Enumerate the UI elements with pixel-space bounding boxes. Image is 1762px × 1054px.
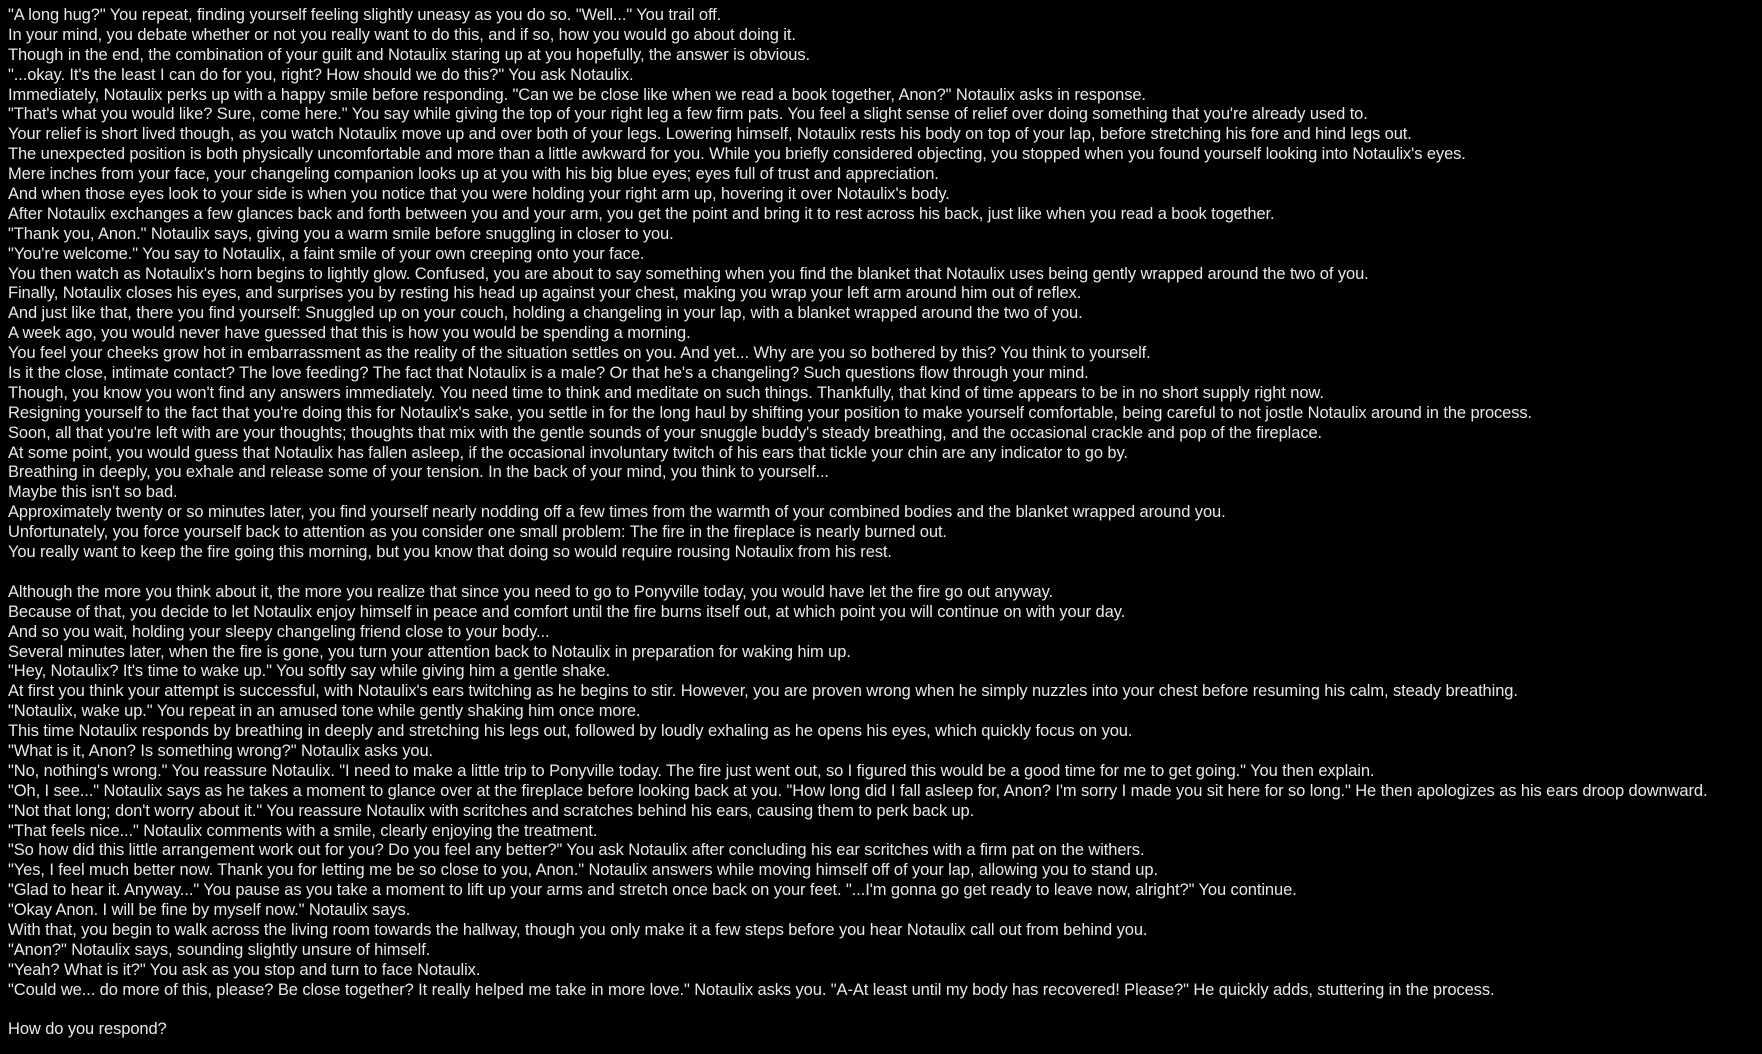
story-line: "That's what you would like? Sure, come here." You say while giving the top of your right leg a few firm pats. You feel a slight sense of relief over doing something that you're already used to. xyxy=(8,105,1368,124)
story-line: You then watch as Notaulix's horn begins to lightly glow. Confused, you are about to say something when you find the blanket that Notaulix uses being gently wrapped around the two of you. xyxy=(8,264,1369,283)
story-line: "You're welcome." You say to Notaulix, a faint smile of your own creeping onto your face. xyxy=(8,244,645,263)
story-line: A week ago, you would never have guessed that this is how you would be spending a morning. xyxy=(8,324,691,343)
story-line: Soon, all that you're left with are your thoughts; thoughts that mix with the gentle sounds of your snuggle buddy's steady breathing, and the occasional crackle and pop of the fireplace. xyxy=(8,423,1323,442)
story-line: "No, nothing's wrong." You reassure Notaulix. "I need to make a little trip to Ponyville today. The fire just went out, so I figured this would be a good time for me to get going." You then explain. xyxy=(8,761,1375,780)
story-line: Immediately, Notaulix perks up with a happy smile before responding. "Can we be close like when we read a book together, Anon?" Notaulix asks in response. xyxy=(8,85,1146,104)
story-line: "Yeah? What is it?" You ask as you stop and turn to face Notaulix. xyxy=(8,960,481,979)
story-line: After Notaulix exchanges a few glances back and forth between you and your arm, you get the point and bring it to rest across his back, just like when you read a book together. xyxy=(8,204,1275,223)
story-line: Unfortunately, you force yourself back to attention as you consider one small problem: The fire in the fireplace is nearly burned out. xyxy=(8,523,947,542)
story-line: And just like that, there you find yourself: Snuggled up on your couch, holding a changeling in your lap, with a blanket wrapped around the two of you. xyxy=(8,304,1083,323)
story-line: "Could we... do more of this, please? Be close together? It really helped me take in more love." Notaulix asks you. "A-At least until my body has recovered! Please?" He quickly adds, stuttering in the process. xyxy=(8,980,1495,999)
story-line: Resigning yourself to the fact that you're doing this for Notaulix's sake, you settle in for the long haul by shifting your position to make yourself comfortable, being careful to not jostle Notaulix around in the process. xyxy=(8,403,1533,422)
story-line: In your mind, you debate whether or not you really want to do this, and if so, how you would go about doing it. xyxy=(8,25,796,44)
story-line: "So how did this little arrangement work out for you? Do you feel any better?" You ask Notaulix after concluding his ear scritches with a firm pat on the withers. xyxy=(8,841,1145,860)
story-line: "Hey, Notaulix? It's time to wake up." You softly say while giving him a gentle shake. xyxy=(8,662,611,681)
story-line: And when those eyes look to your side is when you notice that you were holding your right arm up, hovering it over Notaulix's body. xyxy=(8,185,950,204)
story-line: Mere inches from your face, your changeling companion looks up at you with his big blue eyes; eyes full of trust and appreciation. xyxy=(8,165,939,184)
prompt-question: How do you respond? xyxy=(8,1020,167,1039)
story-line: The unexpected position is both physically uncomfortable and more than a little awkward for you. While you briefly considered objecting, you stopped when you found yourself looking into Notaulix's eyes. xyxy=(8,145,1466,164)
story-line: Maybe this isn't so bad. xyxy=(8,483,178,502)
story-line: "That feels nice..." Notaulix comments with a smile, clearly enjoying the treatment. xyxy=(8,821,598,840)
story-line: You really want to keep the fire going this morning, but you know that doing so would require rousing Notaulix from his rest. xyxy=(8,543,892,562)
story-line: "A long hug?" You repeat, finding yourself feeling slightly uneasy as you do so. "Well..." You trail off. xyxy=(8,6,722,24)
story-line: With that, you begin to walk across the living room towards the hallway, though you only make it a few steps before you hear Notaulix call out from behind you. xyxy=(8,920,1148,939)
story-line: Because of that, you decide to let Notaulix enjoy himself in peace and comfort until the fire burns itself out, at which point you will continue on with your day. xyxy=(8,602,1126,621)
story-text xyxy=(8,6,1758,1040)
story-line: "Not that long; don't worry about it." You reassure Notaulix with scritches and scratches behind his ears, causing them to perk back up. xyxy=(8,801,975,820)
story-line: "Okay Anon. I will be fine by myself now." Notaulix says. xyxy=(8,901,411,920)
story-line: And so you wait, holding your sleepy changeling friend close to your body... xyxy=(8,622,550,641)
story-line: Although the more you think about it, the more you realize that since you need to go to Ponyville today, you would have let the fire go out anyway. xyxy=(8,582,1053,601)
story-line: At some point, you would guess that Notaulix has fallen asleep, if the occasional involuntary twitch of his ears that tickle your chin are any indicator to go by. xyxy=(8,443,1128,462)
story-line: "Anon?" Notaulix says, sounding slightly unsure of himself. xyxy=(8,940,431,959)
story-line: "Yes, I feel much better now. Thank you for letting me be so close to you, Anon." Notaulix answers while moving himself off of your lap, allowing you to stand up. xyxy=(8,861,1158,880)
story-line: This time Notaulix responds by breathing in deeply and stretching his legs out, followed by loudly exhaling as he opens his eyes, which quickly focus on you. xyxy=(8,722,1133,741)
story-line: Several minutes later, when the fire is gone, you turn your attention back to Notaulix in preparation for waking him up. xyxy=(8,642,851,661)
story-line: You feel your cheeks grow hot in embarrassment as the reality of the situation settles on you. And yet... Why are you so bothered by this? You think to yourself. xyxy=(8,344,1151,363)
story-line: "Oh, I see..." Notaulix says as he takes a moment to glance over at the fireplace before looking back at you. "How long did I fall asleep for, Anon? I'm sorry I made you sit here for so long." He then apologizes as his ears droop downward. xyxy=(8,781,1708,800)
story-line: Approximately twenty or so minutes later, you find yourself nearly nodding off a few times from the warmth of your combined bodies and the blanket wrapped around you. xyxy=(8,503,1226,522)
story-line: At first you think your attempt is successful, with Notaulix's ears twitching as he begins to stir. However, you are proven wrong when he simply nuzzles into your chest before resuming his calm, steady breathing. xyxy=(8,682,1518,701)
story-line: Your relief is short lived though, as you watch Notaulix move up and over both of your legs. Lowering himself, Notaulix rests his body on top of your lap, before stretching his fore and hind legs out. xyxy=(8,125,1412,144)
story-line: "What is it, Anon? Is something wrong?" Notaulix asks you. xyxy=(8,741,434,760)
story-line: Though, you know you won't find any answers immediately. You need time to think and meditate on such things. Thankfully, that kind of time appears to be in no short supply right now. xyxy=(8,383,1324,402)
story-line: Is it the close, intimate contact? The love feeding? The fact that Notaulix is a male? Or that he's a changeling? Such questions flow through your mind. xyxy=(8,364,1089,383)
story-line: Finally, Notaulix closes his eyes, and surprises you by resting his head up against your chest, making you wrap your left arm around him out of reflex. xyxy=(8,284,1082,303)
blank-line xyxy=(8,1001,1758,1021)
story-line: "Thank you, Anon." Notaulix says, giving you a warm smile before snuggling in closer to you. xyxy=(8,224,674,243)
story-line: Though in the end, the combination of your guilt and Notaulix staring up at you hopefully, the answer is obvious. xyxy=(8,45,810,64)
blank-line xyxy=(8,563,1758,583)
story-line: "Glad to hear it. Anyway..." You pause as you take a moment to lift up your arms and stretch once back on your feet. "...I'm gonna go get ready to leave now, alright?" You continue. xyxy=(8,881,1297,900)
story-line: Breathing in deeply, you exhale and release some of your tension. In the back of your mind, you think to yourself... xyxy=(8,463,829,482)
story-line: "...okay. It's the least I can do for you, right? How should we do this?" You ask Notaulix. xyxy=(8,65,634,84)
story-line: "Notaulix, wake up." You repeat in an amused tone while gently shaking him once more. xyxy=(8,702,641,721)
